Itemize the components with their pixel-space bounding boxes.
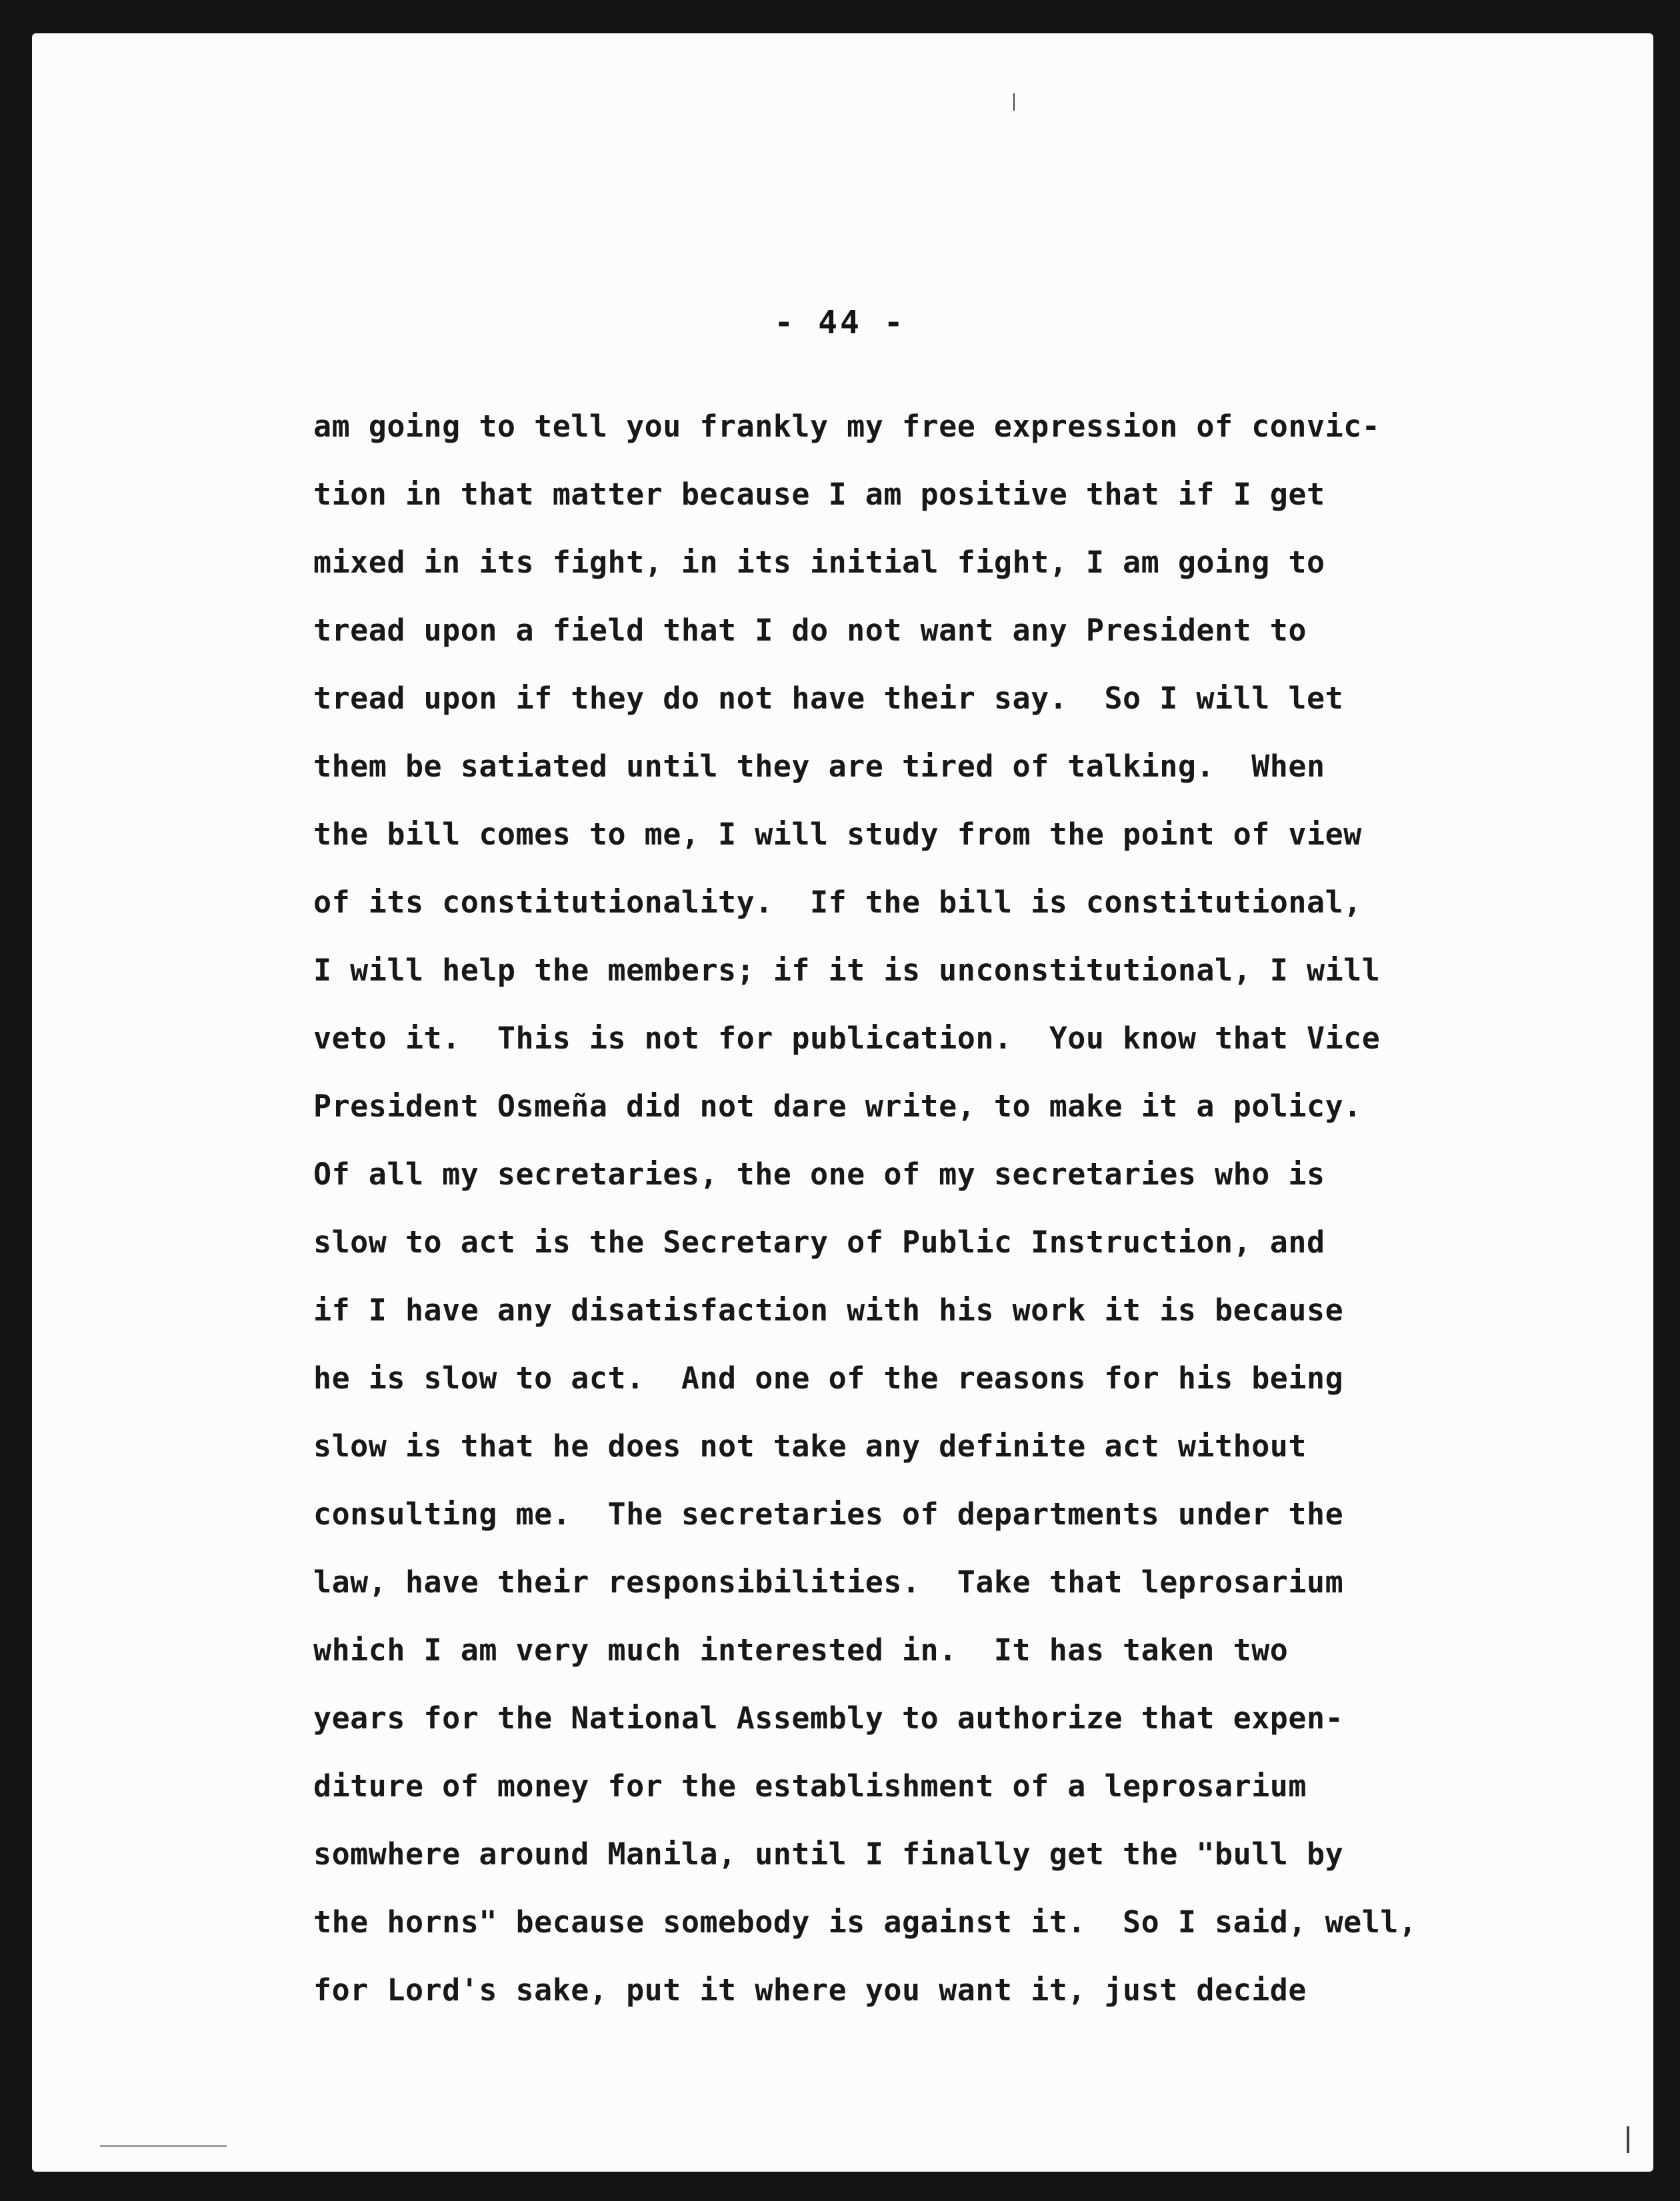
text-line: them be satiated until they are tired of talking. When: [313, 749, 1325, 784]
text-line: if I have any disatisfaction with his work it is because: [313, 1292, 1344, 1328]
text-line: of its constitutionality. If the bill is constitutional,: [313, 885, 1362, 920]
text-line: the horns" because somebody is against it. So I said, well,: [313, 1904, 1417, 1940]
text-line: slow to act is the Secretary of Public Instruction, and: [313, 1224, 1325, 1260]
text-line: slow is that he does not take any definite act without: [313, 1428, 1307, 1464]
text-line: tread upon if they do not have their say. So I will let: [313, 681, 1344, 716]
text-line: diture of money for the establishment of a leprosarium: [313, 1768, 1307, 1804]
text-line: I will help the members; if it is unconstitutional, I will: [313, 953, 1381, 988]
text-line: the bill comes to me, I will study from the point of view: [313, 817, 1362, 852]
text-line: am going to tell you frankly my free expression of convic-: [313, 409, 1381, 444]
text-line: President Osmeña did not dare write, to make it a policy.: [313, 1089, 1362, 1124]
text-line: tion in that matter because I am positive that if I get: [313, 477, 1325, 512]
text-line: he is slow to act. And one of the reasons for his being: [313, 1360, 1344, 1396]
scan-mark: [1627, 2126, 1629, 2153]
text-line: which I am very much interested in. It has taken two: [313, 1632, 1289, 1668]
text-line: tread upon a field that I do not want any President to: [313, 613, 1307, 648]
text-line: Of all my secretaries, the one of my secretaries who is: [313, 1156, 1325, 1192]
text-line: mixed in its fight, in its initial fight, I am going to: [313, 545, 1325, 580]
typed-body-text: [313, 407, 1593, 2038]
scan-mark: [100, 2145, 227, 2147]
text-line: somwhere around Manila, until I finally get the "bull by: [313, 1836, 1344, 1872]
text-line: years for the National Assembly to authorize that expen-: [313, 1700, 1344, 1736]
page-number: - 44 -: [774, 304, 906, 341]
scan-mark: [1013, 93, 1015, 111]
text-line: for Lord's sake, put it where you want it, just decide: [313, 1972, 1307, 2008]
text-line: consulting me. The secretaries of departments under the: [313, 1496, 1344, 1532]
text-line: law, have their responsibilities. Take that leprosarium: [313, 1564, 1344, 1600]
text-line: veto it. This is not for publication. You know that Vice: [313, 1021, 1381, 1056]
